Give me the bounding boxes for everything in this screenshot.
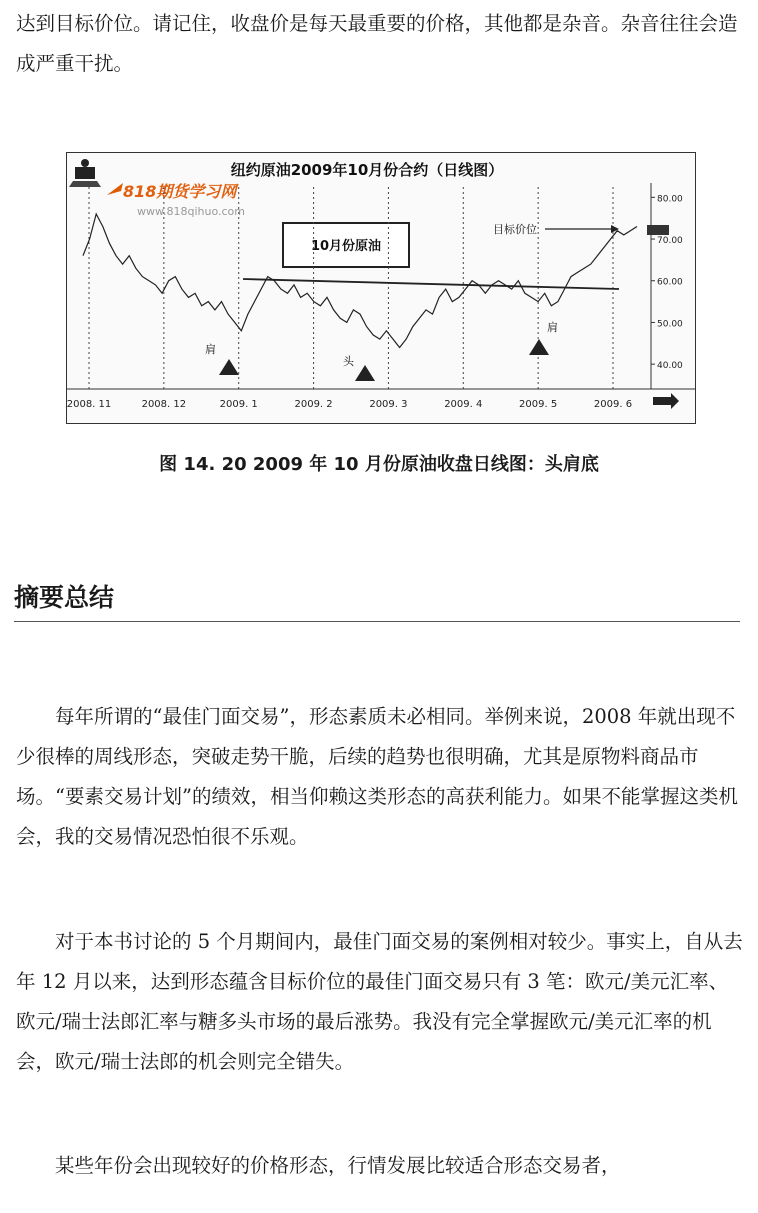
right-shoulder-triangle (529, 339, 549, 355)
y-tick-label: 60.00 (657, 277, 683, 288)
x-tick-label: 2008. 12 (141, 399, 187, 410)
right-shoulder-label: 肩 (547, 321, 558, 334)
x-tick-label: 2009. 3 (369, 399, 408, 410)
bull-logo-icon (69, 159, 101, 187)
figure-caption: 图 14. 20 2009 年 10 月份原油收盘日线图：头肩底 (159, 454, 599, 475)
x-tick-label: 2009. 6 (593, 399, 633, 410)
summary-paragraph-3: 某些年份会出现较好的价格形态，行情发展比较适合形态交易者， (55, 1154, 621, 1177)
y-tick-label: 70.00 (657, 236, 683, 247)
y-tick-label: 80.00 (657, 194, 683, 205)
target-marker (647, 225, 669, 235)
chart-title: 纽约原油2009年10月份合约（日线图） (230, 161, 504, 179)
scroll-arrow-icon (653, 393, 679, 409)
summary-paragraph-2: 对于本书讨论的 5 个月期间内，最佳门面交易的案例相对较少。事实上，自从去年 12 月以来，达到形态蕴含目标价位的最佳门面交易只有 3 笔：欧元/美元汇率、欧元/瑞士法郎汇率与糖多头市场的最后涨势。我没有完全掌握欧元/美元汇率的机会，欧元/瑞士法郎的机会则完全错失。 (16, 930, 743, 1073)
legend-label: 10月份原油 (310, 239, 382, 254)
section-title: 摘要总结 (14, 583, 115, 612)
x-tick-label: 2008. 11 (67, 399, 112, 410)
y-tick-label: 40.00 (657, 361, 683, 372)
head-label: 头 (343, 355, 354, 368)
watermark-url: www.818qihuo.com (137, 205, 245, 218)
x-tick-label: 2009. 2 (294, 399, 333, 410)
summary-paragraph-1: 每年所谓的“最佳门面交易”，形态素质未必相同。举例来说，2008 年就出现不少很棒的周线形态，突破走势干脆，后续的趋势也很明确，尤其是原物料商品市场。“要素交易计划”的绩效，相当仰赖这类形态的高获利能力。如果不能掌握这类机会，我的交易情况恐怕很不乐观。 (16, 705, 738, 848)
watermark-brand: 818期货学习网 (123, 182, 237, 201)
left-shoulder-label: 肩 (205, 343, 216, 356)
left-shoulder-triangle (219, 359, 239, 375)
watermark (107, 182, 245, 218)
oil-price-chart (67, 153, 695, 423)
flame-icon (107, 183, 123, 195)
neckline (243, 279, 619, 289)
chart-frame (66, 152, 696, 424)
y-tick-label: 50.00 (657, 319, 683, 330)
top-paragraph: 达到目标价位。请记住，收盘价是每天最重要的价格，其他都是杂音。杂音往往会造成严重干扰。 (16, 12, 738, 75)
x-tick-label: 2009. 4 (444, 399, 483, 410)
head-triangle (355, 365, 375, 381)
section-divider (14, 621, 740, 622)
x-tick-label: 2009. 1 (219, 399, 258, 410)
target-label: 目标价位 (493, 223, 537, 236)
x-tick-label: 2009. 5 (519, 399, 558, 410)
y-axis (651, 183, 683, 389)
x-axis (67, 389, 695, 410)
